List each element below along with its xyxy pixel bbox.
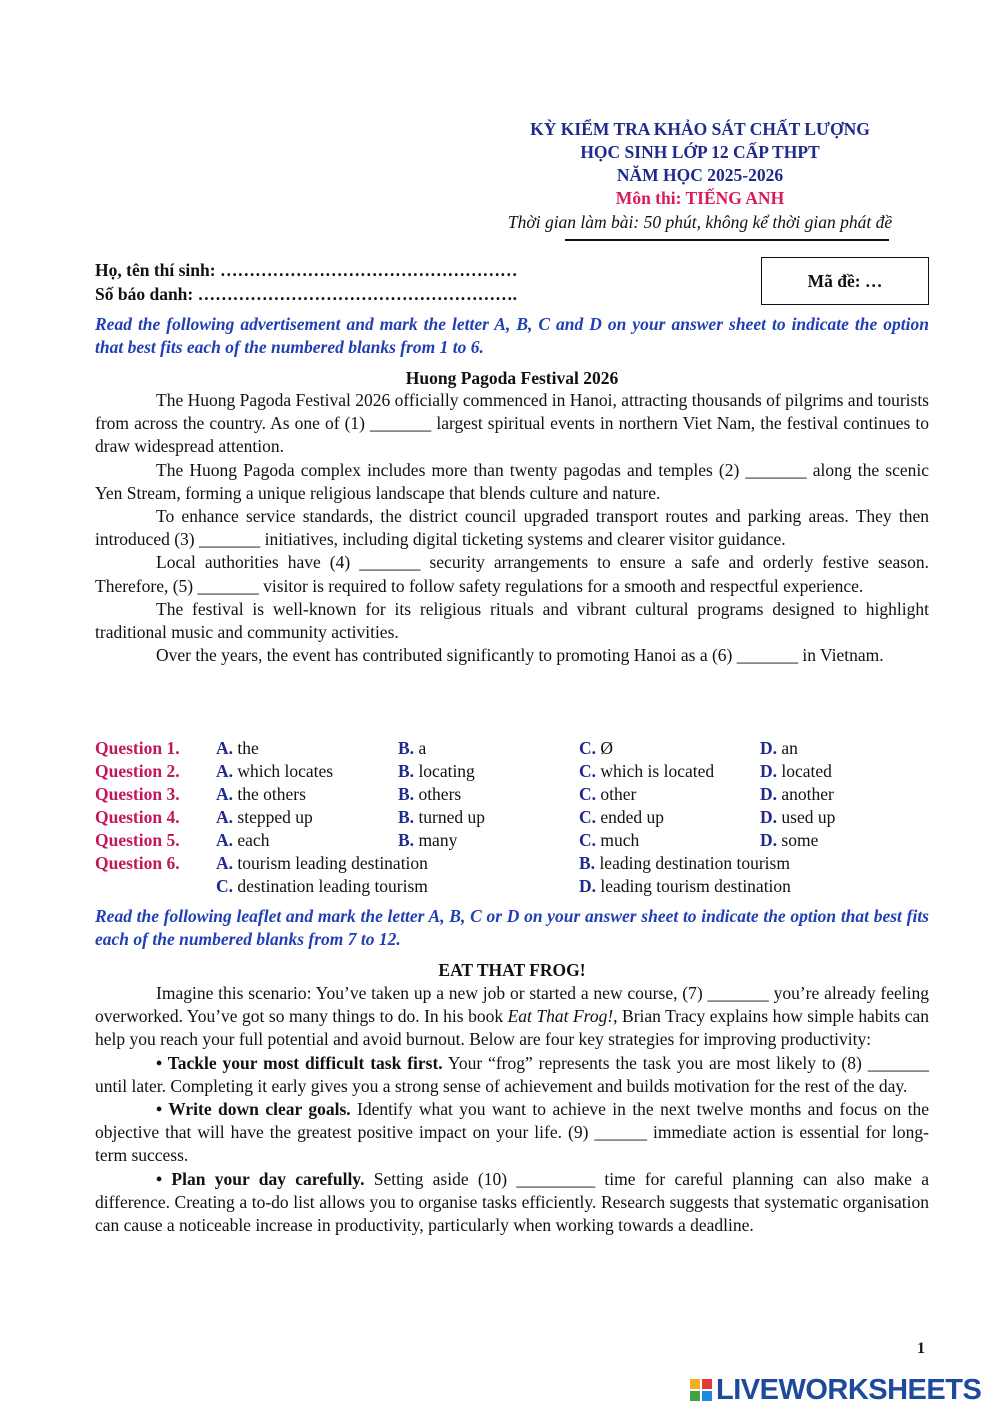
option-c[interactable]: C. Ø xyxy=(579,738,614,758)
question-label: Question 5. xyxy=(95,830,180,850)
option-d[interactable]: D. used up xyxy=(760,807,836,827)
option-d[interactable]: D. another xyxy=(760,784,834,804)
question-label: Question 1. xyxy=(95,738,180,758)
option-a[interactable]: A. which locates xyxy=(216,761,334,781)
question-label: Question 4. xyxy=(95,807,180,827)
section1-title: Huong Pagoda Festival 2026 xyxy=(405,368,619,388)
option-b[interactable]: B. locating xyxy=(398,761,475,781)
candidate-name-field[interactable]: Họ, tên thí sinh: …………………………………………… xyxy=(95,260,518,280)
leaflet-intro: Imagine this scenario: You’ve taken up a new job or started a new course, (7) _______ you’re already feeling overworked. You’ve got so many things to do. In his book Eat That Frog!, Brian Tracy explains how simple habits can help you reach your full potential and avoid burnout. Below are four key strategies for improving productivity: xyxy=(95,983,929,1050)
header-line-3: NĂM HỌC 2025-2026 xyxy=(616,165,784,185)
candidate-id-field[interactable]: Số báo danh: ………………………………………………. xyxy=(95,284,517,304)
option-c[interactable]: C. much xyxy=(579,830,640,850)
liveworksheets-logo-icon xyxy=(690,1379,714,1403)
section2-title: EAT THAT FROG! xyxy=(438,960,586,980)
question-row xyxy=(95,760,935,783)
option-d[interactable]: D. an xyxy=(760,738,798,758)
tip-heading: • Plan your day carefully. xyxy=(156,1168,365,1189)
question-row xyxy=(95,806,935,829)
option-b[interactable]: B. others xyxy=(398,784,462,804)
passage-paragraph: The Huong Pagoda Festival 2026 officially commenced in Hanoi, attracting thousands of pilgrims and tourists from across the country. As one of (1) _______ largest spiritual events in northern Viet Nam, the festival continues to draw widespread attention. xyxy=(95,390,929,457)
candidate-info xyxy=(95,258,517,306)
option-a[interactable]: A. tourism leading destination xyxy=(216,853,428,873)
option-c[interactable]: C. destination leading tourism xyxy=(216,876,428,896)
option-c[interactable]: C. which is located xyxy=(579,761,715,781)
option-d[interactable]: D. leading tourism destination xyxy=(579,876,791,896)
question-row xyxy=(95,783,935,806)
section1-instruction: Read the following advertisement and mark the letter A, B, C and D on your answer sheet to indicate the option that best fits each of the numbered blanks from 1 to 6. xyxy=(95,314,929,358)
leaflet-tip: • Plan your day carefully. Setting aside (10) _________ time for careful planning can also make a difference. Creating a to-do list allows you to organise tasks efficiently. Research suggests that systematic organisation can cause a noticeable increase in productivity, particularly when working towards a deadline. xyxy=(95,1168,929,1236)
option-c[interactable]: C. other xyxy=(579,784,637,804)
option-a[interactable]: A. stepped up xyxy=(216,807,313,827)
question-row xyxy=(95,829,935,852)
passage-paragraph: Over the years, the event has contributed significantly to promoting Hanoi as a (6) _______ in Vietnam. xyxy=(156,645,884,666)
tip-heading: • Write down clear goals. xyxy=(156,1099,351,1120)
option-b[interactable]: B. many xyxy=(398,830,458,850)
question-label: Question 3. xyxy=(95,784,180,804)
passage-paragraph: The Huong Pagoda complex includes more than twenty pagodas and temples (2) _______ along the scenic Yen Stream, forming a unique religious landscape that blends culture and nature. xyxy=(95,459,929,503)
book-title: Eat That Frog! xyxy=(507,1006,614,1027)
exam-time: Thời gian làm bài: 50 phút, không kể thời gian phát đề xyxy=(507,212,893,232)
question-row xyxy=(95,875,935,898)
watermark-text: LIVEWORKSHEETS xyxy=(716,1374,982,1406)
passage-paragraph: Local authorities have (4) _______ security arrangements to ensure a safe and orderly festive season. Therefore, (5) _______ visitor is required to follow safety regulations for a smooth and respectful experience. xyxy=(95,552,929,596)
tip-heading: • Tackle your most difficult task first. xyxy=(156,1052,443,1073)
section2-instruction: Read the following leaflet and mark the letter A, B, C or D on your answer sheet to indicate the option that best fits each of the numbered blanks from 7 to 12. xyxy=(95,906,929,950)
section2-passage xyxy=(95,982,929,1237)
option-a[interactable]: A. each xyxy=(216,830,270,850)
section1-passage xyxy=(95,389,929,667)
header-divider xyxy=(565,239,889,241)
passage-paragraph: To enhance service standards, the district council upgraded transport routes and parking areas. They then introduced (3) _______ initiatives, including digital ticketing systems and clearer visitor guidance. xyxy=(95,506,929,550)
leaflet-tip: • Tackle your most difficult task first. Your “frog” represents the task you are most likely to (8) _______ until later. Completing it early gives you a strong sense of achievement and builds motivation for the rest of the day. xyxy=(95,1052,929,1096)
header-line-2: HỌC SINH LỚP 12 CẤP THPT xyxy=(580,142,820,162)
option-c[interactable]: C. ended up xyxy=(579,807,665,827)
question-row xyxy=(95,852,935,875)
passage-paragraph: The festival is well-known for its religious rituals and vibrant cultural programs designed to highlight traditional music and community activities. xyxy=(95,598,929,643)
page-number: 1 xyxy=(917,1340,925,1357)
option-d[interactable]: D. some xyxy=(760,830,819,850)
option-a[interactable]: A. the xyxy=(216,738,259,758)
option-a[interactable]: A. the others xyxy=(216,784,306,804)
question-row xyxy=(95,737,935,760)
question-label: Question 6. xyxy=(95,853,180,873)
option-d[interactable]: D. located xyxy=(760,761,832,781)
exam-header xyxy=(470,118,930,234)
header-line-1: KỲ KIỂM TRA KHẢO SÁT CHẤT LƯỢNG xyxy=(530,119,870,139)
liveworksheets-logo xyxy=(690,1374,981,1407)
option-b[interactable]: B. turned up xyxy=(398,807,486,827)
option-b[interactable]: B. leading destination tourism xyxy=(579,853,790,873)
exam-code-box xyxy=(761,257,929,305)
question-label: Question 2. xyxy=(95,761,180,781)
exam-subject: Môn thi: TIẾNG ANH xyxy=(615,188,785,208)
option-b[interactable]: B. a xyxy=(398,738,427,758)
exam-code: Mã đề: … xyxy=(807,270,883,291)
leaflet-tip: • Write down clear goals. Identify what you want to achieve in the next twelve months and focus on the objective that will have the greatest positive impact on your life. (9) ______ immediate action is essential for long-term success. xyxy=(95,1099,929,1166)
